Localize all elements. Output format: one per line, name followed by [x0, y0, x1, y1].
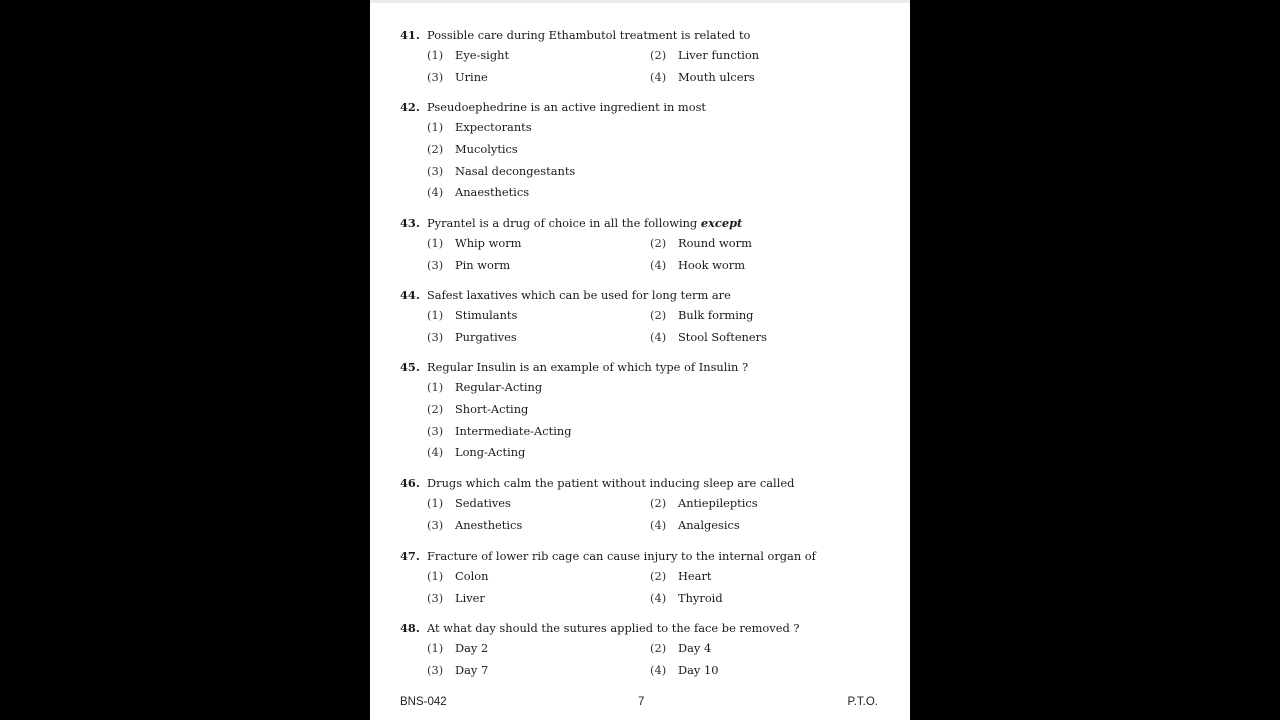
question-text: Possible care during Ethambutol treatment is related to [427, 28, 751, 42]
question-45: 45. Regular Insulin is an example of which type of Insulin ? (1) Regular-Acting (2) Short-Acting (3) Intermediate-Acting (4) Long-Acting [370, 357, 910, 464]
question-43: 43. Pyrantel is a drug of choice in all the following except (1) Whip worm (2) Round worm (3) Pin worm (4) Hook worm [370, 213, 910, 277]
question-46: 46. Drugs which calm the patient without inducing sleep are called (1) Sedatives (2) Antiepileptics (3) Anesthetics (4) Analgesics [370, 473, 910, 537]
question-text: At what day should the sutures applied to the face be removed ? [427, 621, 800, 635]
question-text: Safest laxatives which can be used for long term are [427, 288, 731, 302]
page-number: 7 [638, 696, 645, 708]
question-number: 47. [400, 549, 420, 563]
exam-code: BNS-042 [400, 696, 447, 708]
question-47: 47. Fracture of lower rib cage can cause injury to the internal organ of (1) Colon (2) Heart (3) Liver (4) Thyroid [370, 546, 910, 610]
question-number: 46. [400, 476, 420, 490]
question-number: 43. [400, 216, 420, 230]
question-number: 41. [400, 28, 420, 42]
question-text: Pseudoephedrine is an active ingredient in most [427, 100, 707, 114]
question-42: 42. Pseudoephedrine is an active ingredient in most (1) Expectorants (2) Mucolytics (3) Nasal decongestants (4) Anaesthetics [370, 97, 910, 204]
exam-page [370, 0, 910, 720]
question-text: Fracture of lower rib cage can cause injury to the internal organ of [427, 549, 816, 563]
page-footer [370, 692, 910, 712]
question-number: 48. [400, 621, 420, 635]
question-number: 42. [400, 100, 420, 114]
question-text: Pyrantel is a drug of choice in all the following except [427, 216, 743, 230]
emphasis-except: except [700, 216, 743, 230]
question-text: Regular Insulin is an example of which type of Insulin ? [427, 360, 749, 374]
question-48: 48. At what day should the sutures applied to the face be removed ? (1) Day 2 (2) Day 4 (3) Day 7 (4) Day 10 [370, 618, 910, 682]
question-text: Drugs which calm the patient without inducing sleep are called [427, 476, 795, 490]
question-number: 44. [400, 288, 420, 302]
question-44: 44. Safest laxatives which can be used for long term are (1) Stimulants (2) Bulk forming (3) Purgatives (4) Stool Softeners [370, 285, 910, 349]
please-turn-over: P.T.O. [847, 696, 878, 708]
page-top-edge [370, 0, 910, 3]
question-41: 41. Possible care during Ethambutol treatment is related to (1) Eye-sight (2) Liver function (3) Urine (4) Mouth ulcers [370, 25, 910, 89]
question-number: 45. [400, 360, 420, 374]
